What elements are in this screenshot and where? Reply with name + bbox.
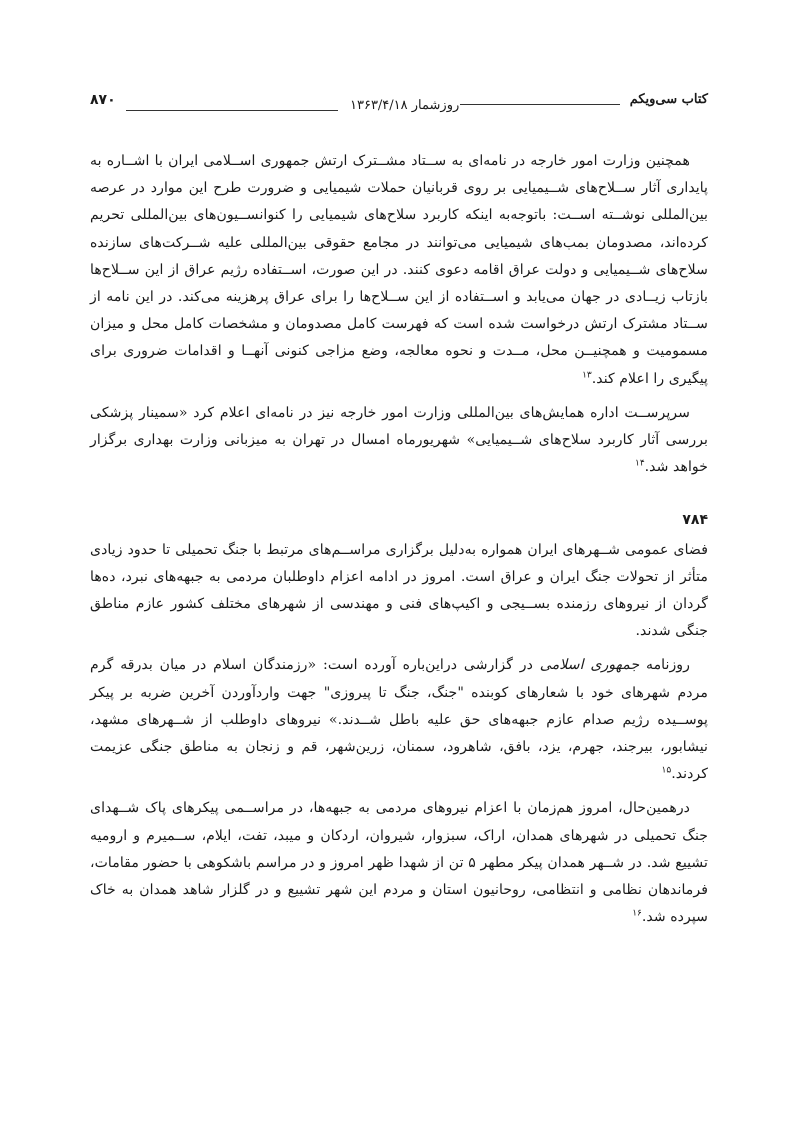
book-title: کتاب سی‌ویکم [629,92,708,107]
paragraph-seminar [90,400,708,482]
header-rule-right [460,104,620,105]
paragraph-text: روزنامه [639,657,690,674]
footnote-ref: ۱۵ [661,765,672,776]
paragraph-text: سرپرســت اداره همایش‌های بین‌المللی وزارت امور خارجه نیز در نامه‌ای اعلام کرد «سمینار پزشکی بررسی آثار کاربرد سلاح‌های شــیمیایی» شهریورماه امسال در تهران به میزبانی وزارت بهداری برگزار خواهد شد. [90,404,708,476]
header-rule-left [126,110,338,111]
newspaper-name: جمهوری اسلامی [539,657,640,674]
paragraph-text: فضای عمومی شــهرهای ایران همواره به‌دلیل برگزاری مراســم‌های مرتبط با جنگ تحمیلی تا حدود زیادی متأثر از تحولات جنگ ایران و عراق است. امروز در ادامه اعزام داوطلبان مردمی به جبهه‌های نبرد، ده‌ها گردان از نیروهای رزمنده بســیجی و اکیپ‌های فنی و مهندسی از شهرهای مختلف کشور عازم مناطق جنگی شدند. [90,541,708,640]
paragraph-text: در گزارشی دراین‌باره آورده است: «رزمندگان اسلام در میان بدرقه گرم مردم شهرهای خود با شعارهای کوبنده "جنگ، جنگ تا پیروزی" جهت واردآوردن آخرین ضربه بر پیکر پوســیده رژیم صدام عازم جبهه‌های حق علیه باطل شــدند.» نیروهای داوطلب از شــهرهای مشهد، نیشابور، بیرجند، جهرم، یزد، بافق، شاهرود، سمنان، زرین‌شهر، قم و زنجان به مناطق جنگی عزیمت کردند. [90,657,708,783]
paragraph-text: درهمین‌حال، امروز هم‌زمان با اعزام نیروهای مردمی به جبهه‌ها، در مراســمی پیکرهای پاک شــهدای جنگ تحمیلی در شهرهای همدان، اراک، سبزوار، شیروان، اردکان و میبد، تفت، ایلام، ســمیرم و ارومیه تشییع شد. در شــهر همدان پیکر مطهر ۵ تن از شهدا ظهر امروز و در مراسم باشکوهی با حضور مقامات، فرماندهان نظامی و انتظامی، روحانیون استان و مردم این شهر تشییع و در گلزار شاهد همدان به خاک سپرده شد. [90,800,708,926]
footnote-ref: ۱۶ [632,908,642,919]
footnote-ref: ۱۳ [582,369,592,380]
paragraph-martyrs-funeral [90,795,708,931]
footnote-ref: ۱۴ [635,458,645,469]
chronicle-date: روزشمار ۱۳۶۳/۴/۱۸ [350,98,460,113]
paragraph-chemical-weapons-letter [90,148,708,393]
page-number: ۸۷۰ [90,92,116,108]
running-header [90,92,708,120]
paragraph-newspaper-report [90,652,708,788]
body-text [90,148,708,938]
paragraph-volunteers [90,537,708,646]
entry-number: ۷۸۴ [682,512,708,529]
paragraph-text: همچنین وزارت امور خارجه در نامه‌ای به ســتاد مشــترک ارتش جمهوری اســلامی ایران با اشــاره به پایداری آثار ســلاح‌های شــیمیایی بر روی قربانیان حملات شیمیایی و ضرورت طرح این موارد در عرصه بین‌المللی نوشــته اســت: باتوجه‌به اینکه کاربرد سلاح‌های شیمیایی را کنوانســیون‌های بین‌المللی تحریم کرده‌اند، مصدومان بمب‌های شیمیایی می‌توانند در مجامع حقوقی بین‌المللی علیه شــرکت‌های سازنده سلاح‌های شــیمیایی و دولت عراق اقامه دعوی کنند. در این صورت، اســتفاده رژیم عراق از این ســلاح‌ها بازتاب زیــادی در جهان می‌یابد و اســتفاده از این ســلاح‌ها را برای عراق پرهزینه می‌کند. در این نامه از ســتاد مشترک ارتش درخواست شده است که فهرست کامل مصدومان و مشخصات کامل محل و میزان مسمومیت و همچنیــن محل، مــدت و نحوه معالجه، وضع مزاجی کنونی آنهــا و اقدامات ضروری برای پیگیری را اعلام کند. [90,153,708,387]
